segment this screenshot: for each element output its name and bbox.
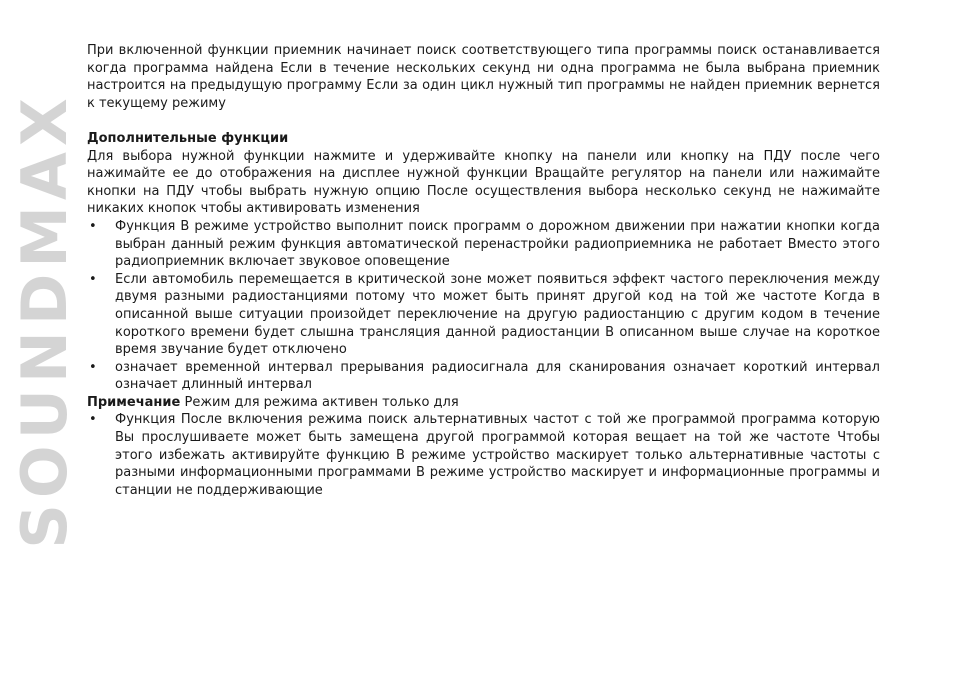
note-line bbox=[87, 394, 880, 412]
intro-paragraph: При включенной функции приемник начинает поиск соответствующего типа программы поиск останавливается когда программа найдена Если в течение нескольких секунд ни одна программа не была выбрана приемник настроится на предыдущую программу Если за один цикл нужный тип программы не найден приемник вернется к текущему режиму bbox=[87, 43, 880, 111]
brand-watermark bbox=[7, 40, 81, 600]
document-body bbox=[87, 42, 880, 499]
bullet-marker: • bbox=[89, 271, 97, 287]
list-item bbox=[87, 271, 880, 359]
bullet-marker: • bbox=[89, 412, 97, 428]
list-item bbox=[87, 411, 880, 499]
list-item bbox=[87, 218, 880, 271]
list-item-text: означает временной интервал прерывания радиосигнала для сканирования означает короткий интервал означает длинный интервал bbox=[115, 359, 880, 393]
instructions-paragraph: Для выбора нужной функции нажмите и удерживайте кнопку на панели или кнопку на ПДУ после чего нажимайте ее до отображения на дисплее нужной функции Вращайте регулятор на панели или нажимайте кнопки на ПДУ чтобы выбрать нужную опцию После осуществления выбора несколько секунд не нажимайте никаких кнопок чтобы активировать изменения bbox=[87, 148, 880, 217]
bullet-marker: • bbox=[89, 359, 97, 375]
brand-logo-text: SOUNDMAX bbox=[7, 91, 81, 549]
bullet-marker: • bbox=[89, 218, 97, 234]
list-item-text: Если автомобиль перемещается в критической зоне может появиться эффект частого переключения между двумя разными радиостанциями потому что может быть принят другой код на той же частоте Когда в описанной выше ситуации произойдет переключение на другую радиостанцию с другим кодом в течение короткого времени будет слышна трансляция данной радиостанции В описанном выше случае на короткое время звучание будет отключено bbox=[115, 271, 880, 358]
list-item bbox=[87, 359, 880, 394]
list-item-text: Функция В режиме устройство выполнит поиск программ о дорожном движении при нажатии кнопки когда выбран данный режим функция автоматической перенастройки радиоприемника не работает Вместо этого радиоприемник включает звуковое оповещение bbox=[115, 218, 880, 270]
note-label: Примечание bbox=[87, 394, 181, 410]
note-text: Режим для режима активен только для bbox=[180, 394, 459, 410]
section-heading: Дополнительные функции bbox=[87, 130, 289, 146]
spacer bbox=[87, 112, 880, 130]
list-item-text: Функция После включения режима поиск альтернативных частот с той же программой программа которую Вы прослушиваете может быть замещена другой программой которая вещает на той же частоте Чтобы этого избежать активируйте функцию В режиме устройство маскирует только альтернативные частоты с разными информационными программами В режиме устройство маскирует и информационные программы и станции не поддерживающие bbox=[115, 412, 880, 498]
